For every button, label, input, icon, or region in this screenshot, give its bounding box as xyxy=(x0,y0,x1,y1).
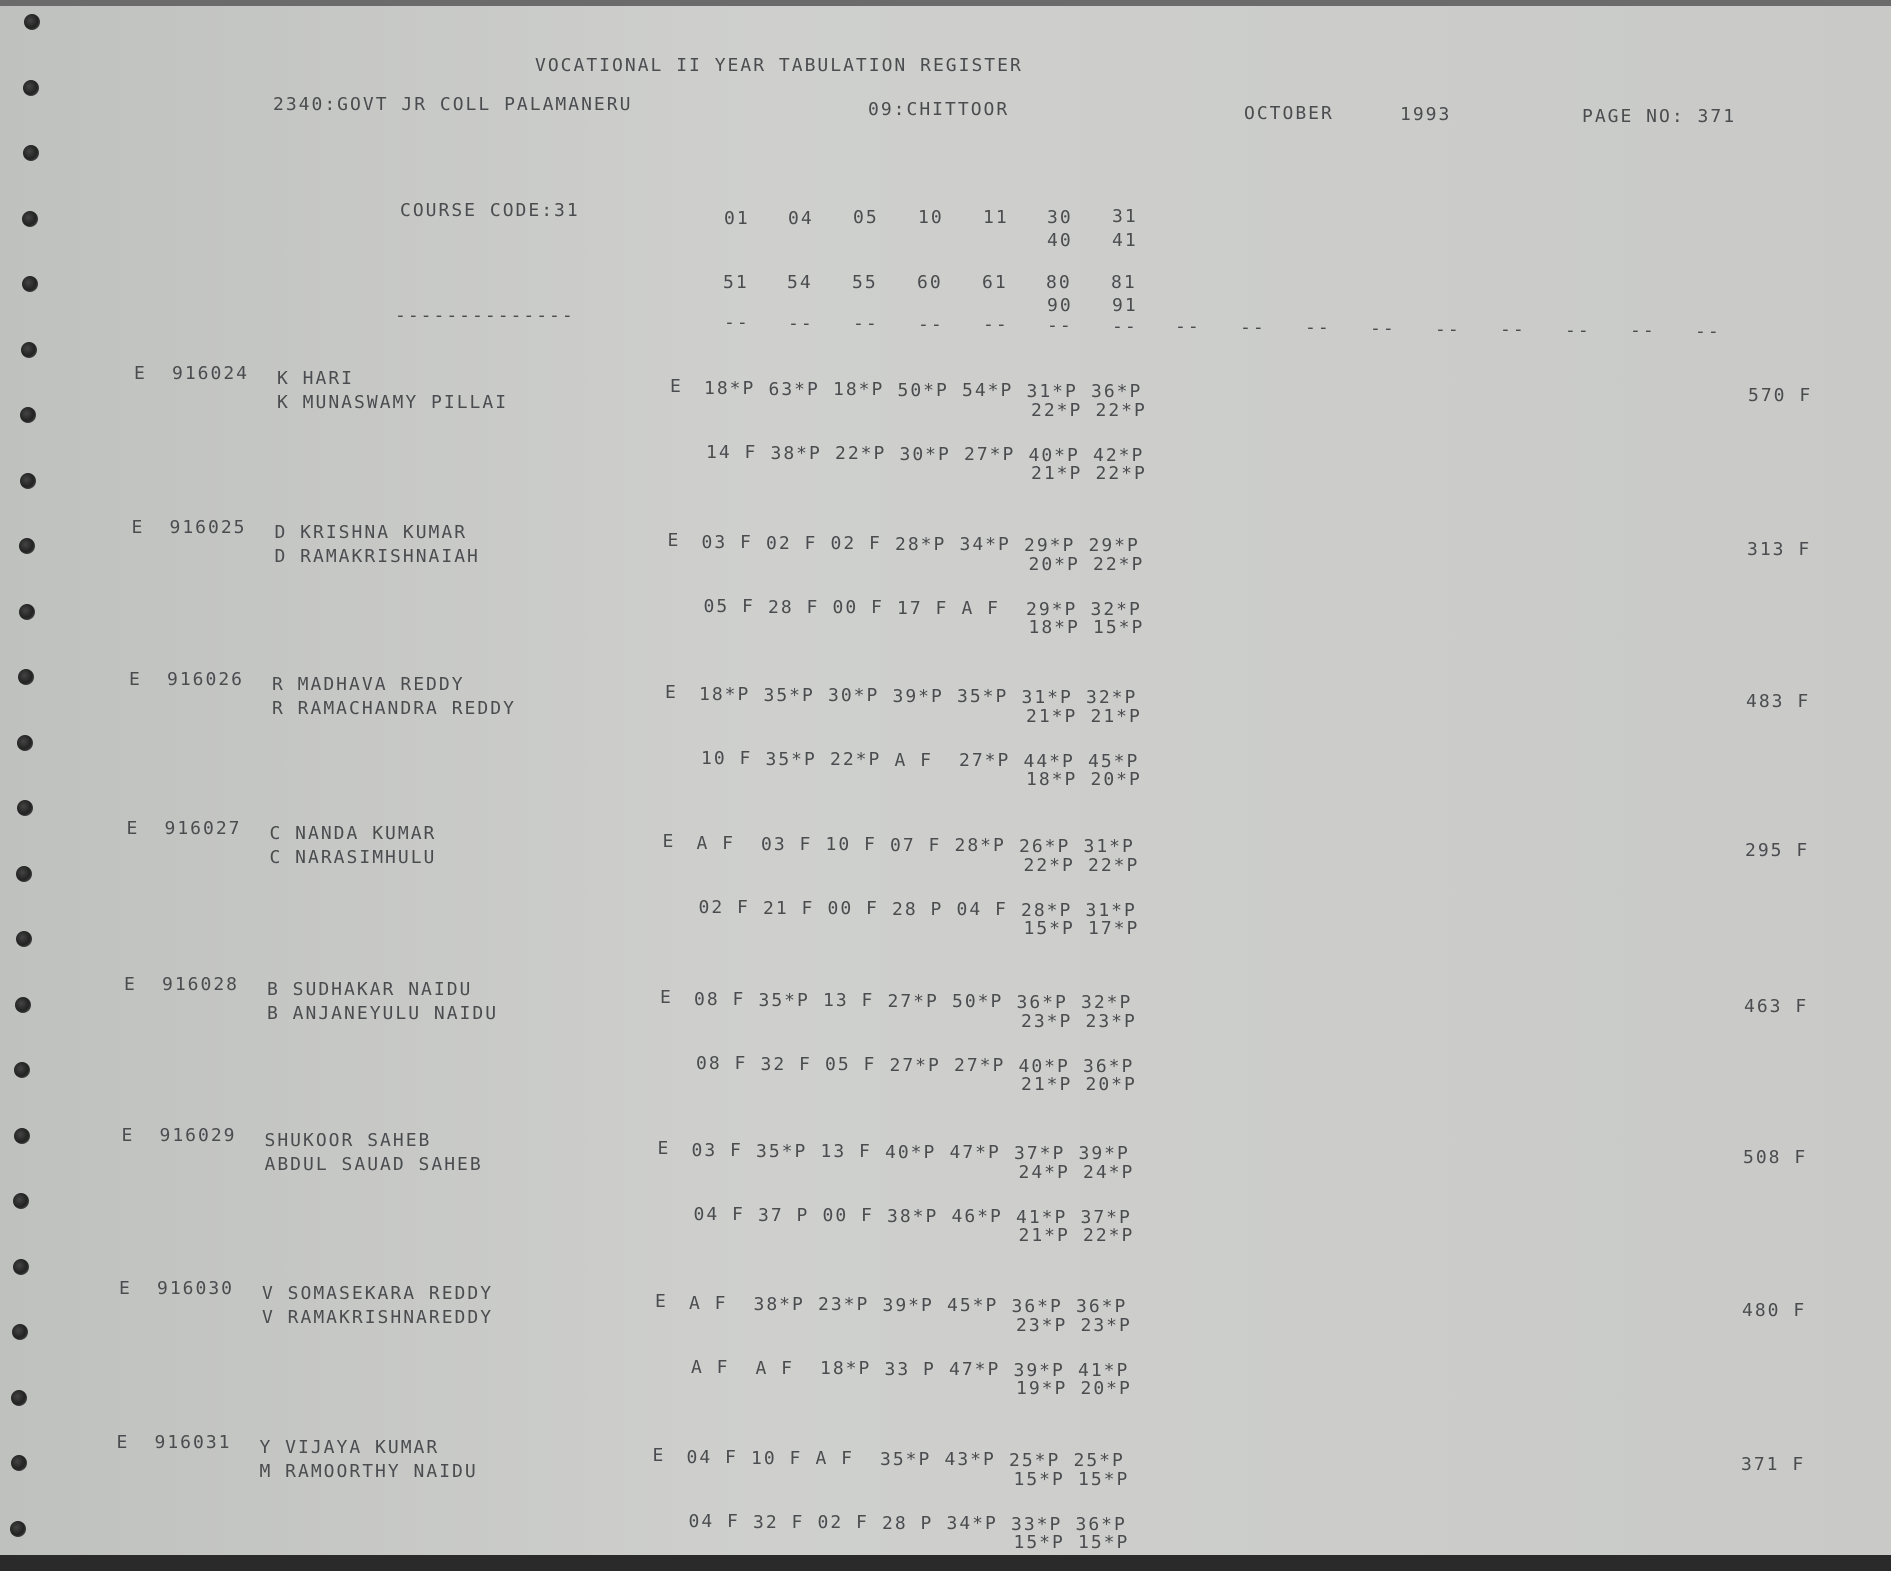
first-year-mark: 02 F xyxy=(766,532,818,554)
first-year-mark: 31*P xyxy=(1021,686,1073,708)
total-result: 295 F xyxy=(1745,840,1810,861)
first-year-sub-mark: 24*P xyxy=(1018,1162,1070,1183)
binder-hole xyxy=(14,1128,30,1144)
second-year-mark: 32*P xyxy=(1090,599,1142,620)
column-dash: -- xyxy=(1500,319,1526,341)
column-dash: -- xyxy=(853,313,879,335)
second-year-mark: 30*P xyxy=(899,443,951,465)
roll-number: 916025 xyxy=(169,517,247,538)
first-year-mark: 03 F xyxy=(701,532,753,553)
second-year-mark: 40*P xyxy=(1028,444,1080,466)
second-year-mark: 33*P xyxy=(1011,1513,1063,1535)
second-year-sub-mark: 22*P xyxy=(1083,1225,1135,1246)
first-year-mark: 50*P xyxy=(952,991,1004,1012)
binder-hole xyxy=(22,276,38,292)
column-dash: -- xyxy=(1112,315,1138,337)
first-year-mark: 26*P xyxy=(1019,835,1071,857)
binder-hole xyxy=(19,538,35,554)
bottom-edge xyxy=(0,1555,1891,1571)
column-dash: -- xyxy=(1370,318,1396,339)
second-year-mark: 27*P xyxy=(964,444,1016,465)
first-year-mark: 54*P xyxy=(962,380,1014,401)
second-year-mark: A F xyxy=(894,749,934,771)
binder-hole xyxy=(17,735,33,751)
total-result: 480 F xyxy=(1742,1300,1807,1321)
column-code-sub: 40 xyxy=(1047,230,1073,251)
first-year-mark: 04 F xyxy=(686,1447,738,1468)
second-year-mark: 36*P xyxy=(1075,1514,1127,1535)
second-year-sub-mark: 21*P xyxy=(1018,1225,1070,1246)
stream-flag: E xyxy=(657,1138,671,1159)
column-code: 05 xyxy=(853,207,879,229)
parent-name: C NARASIMHULU xyxy=(269,847,437,868)
first-year-sub-mark: 23*P xyxy=(1085,1011,1137,1032)
column-dash: -- xyxy=(918,313,944,335)
binder-hole xyxy=(11,1455,27,1471)
binder-hole xyxy=(17,800,33,816)
column-dash: -- xyxy=(1047,315,1073,336)
status-flag: E xyxy=(119,1278,132,1299)
page-number: PAGE NO: 371 xyxy=(1582,106,1737,127)
first-year-mark: 27*P xyxy=(887,990,939,1012)
first-year-mark: 18*P xyxy=(704,378,756,399)
first-year-mark: 39*P xyxy=(1078,1143,1130,1164)
second-year-sub-mark: 20*P xyxy=(1080,1378,1132,1399)
second-year-mark: 28 F xyxy=(768,596,820,618)
second-year-sub-mark: 15*P xyxy=(1078,1532,1130,1553)
first-year-mark: 35*P xyxy=(763,684,815,706)
top-edge xyxy=(0,0,1891,6)
first-year-mark: 43*P xyxy=(944,1449,996,1470)
column-dash: -- xyxy=(983,314,1009,336)
binder-hole xyxy=(20,473,36,489)
binder-hole xyxy=(21,342,37,358)
first-year-mark: 29*P xyxy=(1024,534,1076,556)
first-year-mark: 35*P xyxy=(880,1448,932,1470)
first-year-mark: 30*P xyxy=(828,685,880,706)
second-year-mark: 27*P xyxy=(959,750,1011,771)
stream-flag: E xyxy=(652,1445,666,1466)
first-year-mark: 34*P xyxy=(959,534,1011,555)
column-dash: -- xyxy=(1305,317,1331,339)
second-year-mark: 28*P xyxy=(1021,899,1073,921)
column-dash: -- xyxy=(1695,321,1721,342)
second-year-mark: 38*P xyxy=(770,442,822,464)
roll-number: 916031 xyxy=(154,1432,232,1453)
second-year-mark: 04 F xyxy=(693,1204,745,1225)
second-year-mark: 41*P xyxy=(1016,1206,1068,1228)
second-year-mark: 45*P xyxy=(1088,751,1140,772)
second-year-mark: 41*P xyxy=(1078,1360,1130,1381)
column-code: 54 xyxy=(787,272,813,293)
column-code: 10 xyxy=(918,207,944,229)
second-year-sub-mark: 21*P xyxy=(1031,463,1083,484)
status-flag: E xyxy=(126,818,140,839)
second-year-mark: 47*P xyxy=(949,1359,1001,1380)
student-name: D KRISHNA KUMAR xyxy=(274,522,468,543)
first-year-mark: 03 F xyxy=(691,1140,743,1161)
column-code: 60 xyxy=(917,272,943,293)
second-year-mark: A F xyxy=(755,1357,795,1379)
second-year-mark: 31*P xyxy=(1085,900,1137,921)
first-year-sub-mark: 15*P xyxy=(1013,1469,1065,1490)
stream-flag: E xyxy=(662,831,676,852)
column-code: 01 xyxy=(724,208,750,229)
second-year-mark: 29*P xyxy=(1026,598,1078,620)
second-year-mark: 22*P xyxy=(830,749,882,770)
second-year-mark: 32 F xyxy=(753,1511,805,1533)
second-year-mark: 37 P xyxy=(758,1204,810,1226)
binder-hole xyxy=(23,145,39,161)
binder-hole xyxy=(16,866,32,882)
status-flag: E xyxy=(129,669,142,690)
second-year-mark: 22*P xyxy=(835,443,887,464)
second-year-mark: 44*P xyxy=(1023,750,1075,772)
first-year-mark: 10 F xyxy=(825,834,877,855)
roll-number: 916027 xyxy=(164,818,242,839)
first-year-mark: 18*P xyxy=(833,379,885,400)
second-year-mark: 02 F xyxy=(817,1512,869,1533)
column-dash: -- xyxy=(1435,318,1461,340)
column-code-sub: 90 xyxy=(1047,295,1073,316)
column-dash: -- xyxy=(1175,316,1201,338)
district-name: 09:CHITTOOR xyxy=(868,99,1010,120)
parent-name: B ANJANEYULU NAIDU xyxy=(267,1003,499,1024)
first-year-mark: 23*P xyxy=(818,1294,870,1315)
first-year-sub-mark: 15*P xyxy=(1078,1469,1130,1490)
binder-hole xyxy=(18,669,34,685)
first-year-mark: 39*P xyxy=(892,685,944,707)
register-title: VOCATIONAL II YEAR TABULATION REGISTER xyxy=(535,55,1023,76)
second-year-mark: 32 F xyxy=(760,1053,812,1075)
second-year-mark: 08 F xyxy=(696,1053,748,1074)
second-year-mark: 40*P xyxy=(1018,1055,1070,1077)
parent-name: M RAMOORTHY NAIDU xyxy=(259,1461,478,1482)
first-year-mark: 02 F xyxy=(830,533,882,554)
second-year-mark: 05 F xyxy=(825,1054,877,1075)
second-year-sub-mark: 20*P xyxy=(1085,1074,1137,1095)
exam-year: 1993 xyxy=(1400,104,1452,125)
parent-name: D RAMAKRISHNAIAH xyxy=(274,546,480,567)
first-year-mark: 37*P xyxy=(1014,1142,1066,1164)
college-name: 2340:GOVT JR COLL PALAMANERU xyxy=(273,94,633,115)
column-dash: -- xyxy=(1630,320,1656,342)
second-year-mark: 21 F xyxy=(763,897,815,919)
roll-number: 916024 xyxy=(172,363,250,384)
first-year-mark: 31*P xyxy=(1083,836,1135,857)
stream-flag: E xyxy=(660,987,673,1008)
roll-number: 916029 xyxy=(159,1125,237,1146)
student-name: K HARI xyxy=(277,368,355,389)
second-year-sub-mark: 20*P xyxy=(1090,769,1142,790)
exam-month: OCTOBER xyxy=(1244,103,1334,124)
column-dash: -- xyxy=(1565,319,1591,341)
second-year-mark: 35*P xyxy=(765,748,817,770)
stream-flag: E xyxy=(655,1291,668,1312)
first-year-mark: 25*P xyxy=(1073,1450,1125,1471)
total-result: 570 F xyxy=(1748,385,1813,406)
roll-number: 916030 xyxy=(157,1278,235,1299)
column-dash: -- xyxy=(788,312,814,334)
status-flag: E xyxy=(134,363,147,384)
column-code-sub: 41 xyxy=(1112,230,1138,251)
column-code: 30 xyxy=(1047,206,1073,228)
first-year-sub-mark: 22*P xyxy=(1088,855,1140,876)
second-year-mark: 27*P xyxy=(954,1055,1006,1076)
student-name: B SUDHAKAR NAIDU xyxy=(267,979,473,1000)
second-year-mark: A F xyxy=(961,598,1001,619)
column-code: 61 xyxy=(982,272,1008,293)
binder-hole xyxy=(23,80,39,96)
second-year-mark: 34*P xyxy=(946,1513,998,1534)
column-code: 55 xyxy=(852,272,878,293)
status-flag: E xyxy=(121,1125,135,1146)
second-year-sub-mark: 15*P xyxy=(1093,617,1145,638)
second-year-mark: 02 F xyxy=(698,897,750,918)
column-dash: -- xyxy=(1240,316,1266,338)
first-year-mark: 63*P xyxy=(768,378,820,400)
first-year-mark: 28*P xyxy=(895,533,947,555)
parent-name: R RAMACHANDRA REDDY xyxy=(272,698,516,719)
column-code: 04 xyxy=(788,207,814,229)
column-code: 31 xyxy=(1112,206,1138,228)
second-year-mark: 46*P xyxy=(951,1206,1003,1227)
second-year-mark: 39*P xyxy=(1013,1359,1065,1381)
second-year-mark: 00 F xyxy=(827,898,879,919)
second-year-sub-mark: 15*P xyxy=(1013,1532,1065,1553)
binder-hole xyxy=(16,931,32,947)
student-name: R MADHAVA REDDY xyxy=(272,674,465,695)
status-flag: E xyxy=(124,974,137,995)
second-year-sub-mark: 17*P xyxy=(1088,918,1140,939)
first-year-mark: 35*P xyxy=(756,1140,808,1162)
first-year-mark: 45*P xyxy=(947,1295,999,1316)
first-year-mark: A F xyxy=(696,833,736,854)
first-year-mark: 13 F xyxy=(820,1141,872,1162)
total-result: 313 F xyxy=(1747,539,1812,560)
second-year-mark: 04 F xyxy=(956,899,1008,920)
second-year-sub-mark: 21*P xyxy=(1021,1074,1073,1095)
second-year-mark: 38*P xyxy=(887,1205,939,1227)
second-year-mark: 37*P xyxy=(1080,1207,1132,1228)
second-year-mark: 27*P xyxy=(889,1054,941,1076)
first-year-mark: A F xyxy=(815,1448,855,1469)
first-year-mark: 10 F xyxy=(751,1447,803,1469)
first-year-sub-mark: 23*P xyxy=(1080,1315,1132,1336)
total-result: 508 F xyxy=(1743,1147,1808,1168)
first-year-sub-mark: 24*P xyxy=(1083,1162,1135,1183)
second-year-mark: 17 F xyxy=(897,597,949,619)
first-year-mark: 08 F xyxy=(694,989,746,1010)
binder-hole xyxy=(11,1390,27,1406)
column-code: 51 xyxy=(723,272,749,293)
first-year-mark: A F xyxy=(689,1293,728,1314)
first-year-mark: 36*P xyxy=(1076,1296,1128,1317)
first-year-mark: 36*P xyxy=(1091,381,1143,402)
roll-number: 916026 xyxy=(167,669,245,690)
column-code-sub: 91 xyxy=(1112,295,1138,316)
first-year-mark: 40*P xyxy=(885,1141,937,1163)
first-year-mark: 50*P xyxy=(897,379,949,401)
second-year-mark: A F xyxy=(691,1357,730,1378)
course-divider: -------------- xyxy=(395,305,575,326)
binder-hole xyxy=(22,211,38,227)
binder-hole xyxy=(13,1259,29,1275)
second-year-mark: 05 F xyxy=(703,596,755,617)
column-code: 80 xyxy=(1046,272,1072,293)
first-year-mark: 47*P xyxy=(949,1142,1001,1163)
second-year-mark: 10 F xyxy=(701,748,753,769)
second-year-mark: 00 F xyxy=(822,1205,874,1226)
second-year-sub-mark: 18*P xyxy=(1026,769,1078,790)
first-year-mark: 32*P xyxy=(1086,687,1138,708)
first-year-mark: 35*P xyxy=(957,686,1009,707)
binder-hole xyxy=(14,1062,30,1078)
roll-number: 916028 xyxy=(162,974,240,995)
status-flag: E xyxy=(131,517,145,538)
first-year-mark: 28*P xyxy=(954,835,1006,856)
stream-flag: E xyxy=(667,530,681,551)
binder-hole xyxy=(19,604,35,620)
binder-hole xyxy=(24,14,40,30)
first-year-mark: 36*P xyxy=(1016,991,1068,1013)
total-result: 463 F xyxy=(1744,996,1809,1017)
column-code: 11 xyxy=(983,206,1009,228)
second-year-mark: 00 F xyxy=(832,597,884,618)
first-year-mark: 35*P xyxy=(758,989,810,1011)
first-year-mark: 07 F xyxy=(890,834,942,856)
binder-hole xyxy=(15,997,31,1013)
parent-name: ABDUL SAUAD SAHEB xyxy=(264,1154,483,1175)
second-year-mark: 28 P xyxy=(882,1512,934,1534)
binder-hole xyxy=(12,1324,28,1340)
status-flag: E xyxy=(116,1432,130,1453)
second-year-sub-mark: 18*P xyxy=(1028,617,1080,638)
binder-hole xyxy=(20,407,36,423)
first-year-mark: 03 F xyxy=(761,833,813,855)
second-year-mark: 18*P xyxy=(820,1358,872,1379)
student-name: Y VIJAYA KUMAR xyxy=(259,1437,440,1458)
parent-name: V RAMAKRISHNAREDDY xyxy=(262,1307,494,1328)
binder-hole xyxy=(10,1521,26,1537)
column-dash: -- xyxy=(724,312,750,333)
first-year-mark: 32*P xyxy=(1081,992,1133,1013)
first-year-sub-mark: 22*P xyxy=(1095,400,1147,421)
second-year-mark: 42*P xyxy=(1093,445,1145,466)
first-year-sub-mark: 23*P xyxy=(1021,1011,1073,1032)
first-year-sub-mark: 21*P xyxy=(1026,706,1078,727)
second-year-mark: 36*P xyxy=(1083,1056,1135,1077)
first-year-sub-mark: 22*P xyxy=(1023,855,1075,876)
parent-name: K MUNASWAMY PILLAI xyxy=(277,392,509,413)
total-result: 371 F xyxy=(1741,1454,1806,1475)
first-year-mark: 31*P xyxy=(1026,380,1078,402)
second-year-mark: 14 F xyxy=(706,442,758,463)
stream-flag: E xyxy=(665,682,678,703)
first-year-mark: 38*P xyxy=(753,1293,805,1315)
student-name: C NANDA KUMAR xyxy=(269,823,437,844)
stream-flag: E xyxy=(670,376,683,397)
first-year-sub-mark: 22*P xyxy=(1031,400,1083,421)
student-name: SHUKOOR SAHEB xyxy=(264,1130,432,1151)
second-year-sub-mark: 19*P xyxy=(1016,1378,1068,1399)
first-year-mark: 36*P xyxy=(1011,1295,1063,1317)
first-year-sub-mark: 23*P xyxy=(1016,1315,1068,1336)
student-name: V SOMASEKARA REDDY xyxy=(262,1283,494,1304)
first-year-mark: 29*P xyxy=(1088,535,1140,556)
first-year-mark: 25*P xyxy=(1009,1449,1061,1471)
column-code: 81 xyxy=(1111,272,1137,293)
course-code: COURSE CODE:31 xyxy=(400,200,580,221)
second-year-sub-mark: 15*P xyxy=(1023,918,1075,939)
first-year-sub-mark: 21*P xyxy=(1090,706,1142,727)
binder-hole xyxy=(13,1193,29,1209)
first-year-mark: 13 F xyxy=(823,990,875,1011)
first-year-mark: 18*P xyxy=(699,684,751,705)
first-year-sub-mark: 22*P xyxy=(1093,554,1145,575)
second-year-mark: 33 P xyxy=(884,1358,936,1380)
first-year-sub-mark: 20*P xyxy=(1028,554,1080,575)
second-year-mark: 28 P xyxy=(892,898,944,920)
second-year-sub-mark: 22*P xyxy=(1095,463,1147,484)
second-year-mark: 04 F xyxy=(688,1511,740,1532)
first-year-mark: 39*P xyxy=(882,1294,934,1316)
total-result: 483 F xyxy=(1746,691,1811,712)
